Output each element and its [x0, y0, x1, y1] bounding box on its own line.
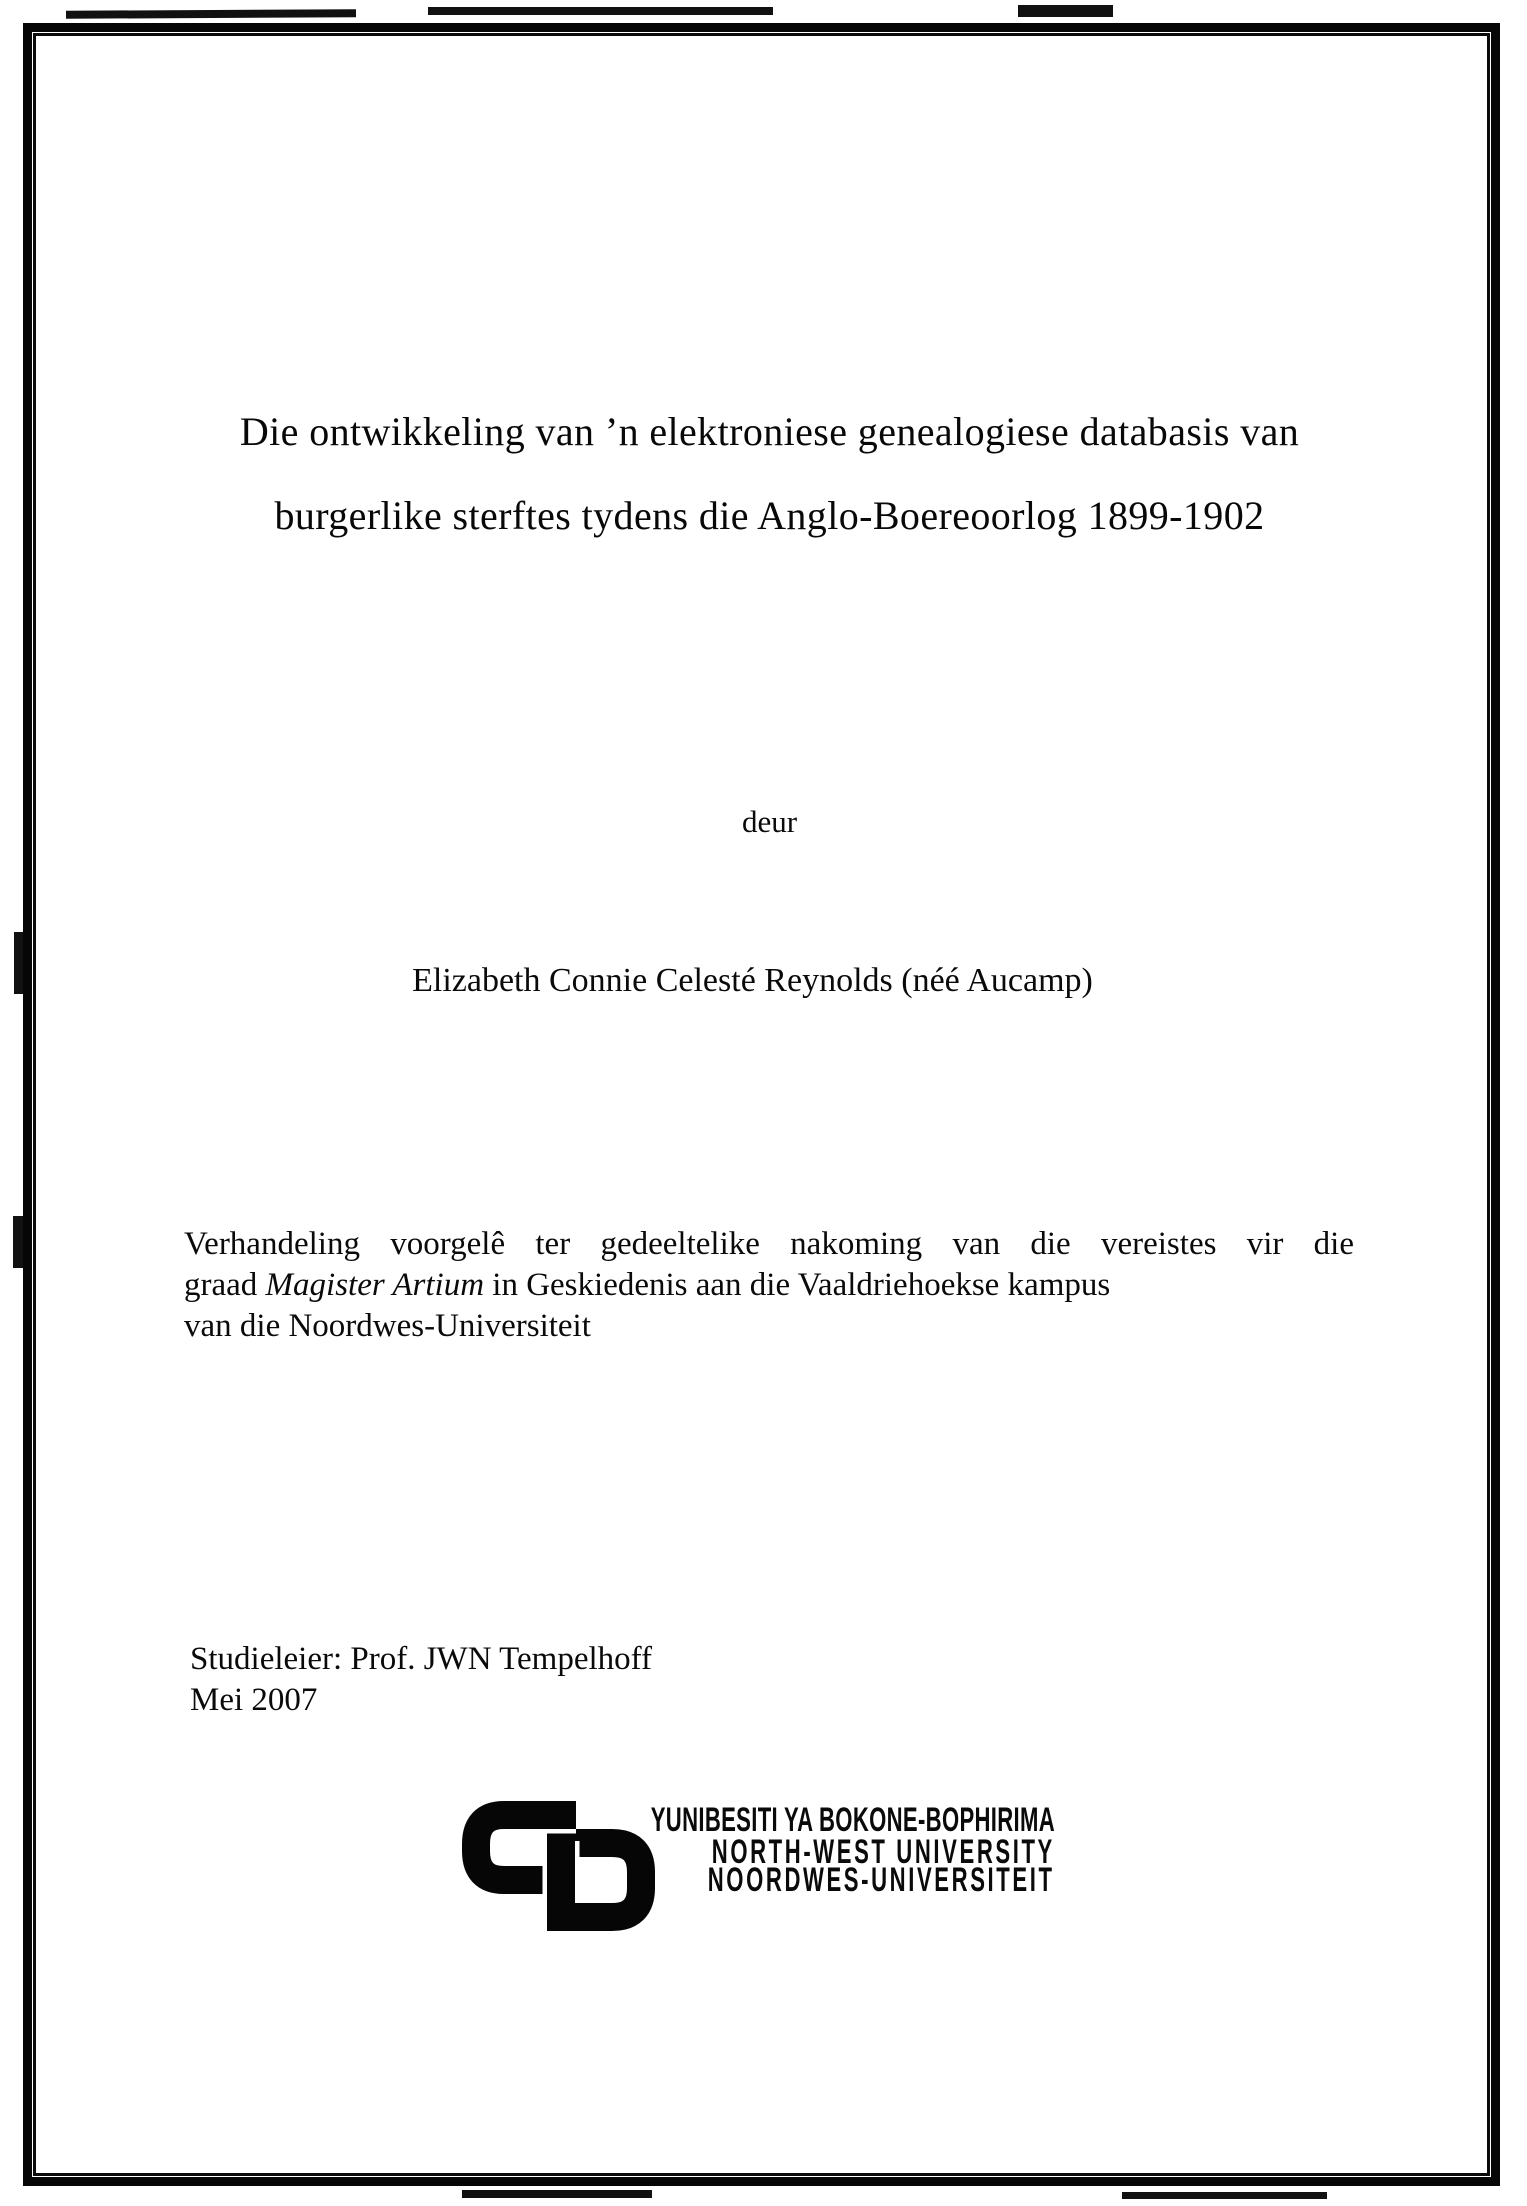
nwu-chain-links-icon — [462, 1799, 658, 1934]
supervisor-block — [190, 1639, 652, 1721]
thesis-title-line1: Die ontwikkeling van ’n elektroniese genealogiese databasis van — [239, 409, 1300, 454]
date-line: Mei 2007 — [190, 1682, 318, 1718]
thesis-title-line2: burgerlike sterftes tydens die Anglo-Boereoorlog 1899-1902 — [274, 493, 1265, 538]
scan-artifact — [1018, 5, 1113, 17]
logo-text-afrikaans: NOORDWES-UNIVERSITEIT — [708, 1861, 1055, 1899]
scan-artifact — [428, 7, 773, 15]
description-line3: van die Noordwes-Universiteit — [184, 1308, 591, 1344]
scan-artifact — [66, 9, 356, 19]
description-line2-pre: graad — [184, 1267, 266, 1303]
degree-name-italic: Magister Artium — [265, 1267, 485, 1303]
scan-artifact — [1122, 2192, 1327, 2199]
supervisor-line: Studieleier: Prof. JWN Tempelhoff — [190, 1641, 653, 1677]
university-logo — [458, 1795, 1058, 1940]
author-name: Elizabeth Connie Celesté Reynolds (néé Aucamp) — [412, 962, 1093, 999]
description-line2 — [184, 1265, 1354, 1306]
logo-text-setswana: YUNIBESITI YA BOKONE-BOPHIRIMA — [650, 1801, 1055, 1839]
submission-description — [184, 1224, 1354, 1347]
byline-label: deur — [741, 804, 798, 839]
thesis-title — [36, 390, 1503, 558]
logo-text-english: NORTH-WEST UNIVERSITY — [711, 1833, 1055, 1871]
scan-artifact — [462, 2190, 652, 2198]
description-line1: Verhandeling voorgelê ter gedeeltelike nakoming van die vereistes vir die — [184, 1226, 1354, 1262]
description-line2-post: in Geskiedenis aan die Vaaldriehoekse kampus — [484, 1267, 1111, 1303]
